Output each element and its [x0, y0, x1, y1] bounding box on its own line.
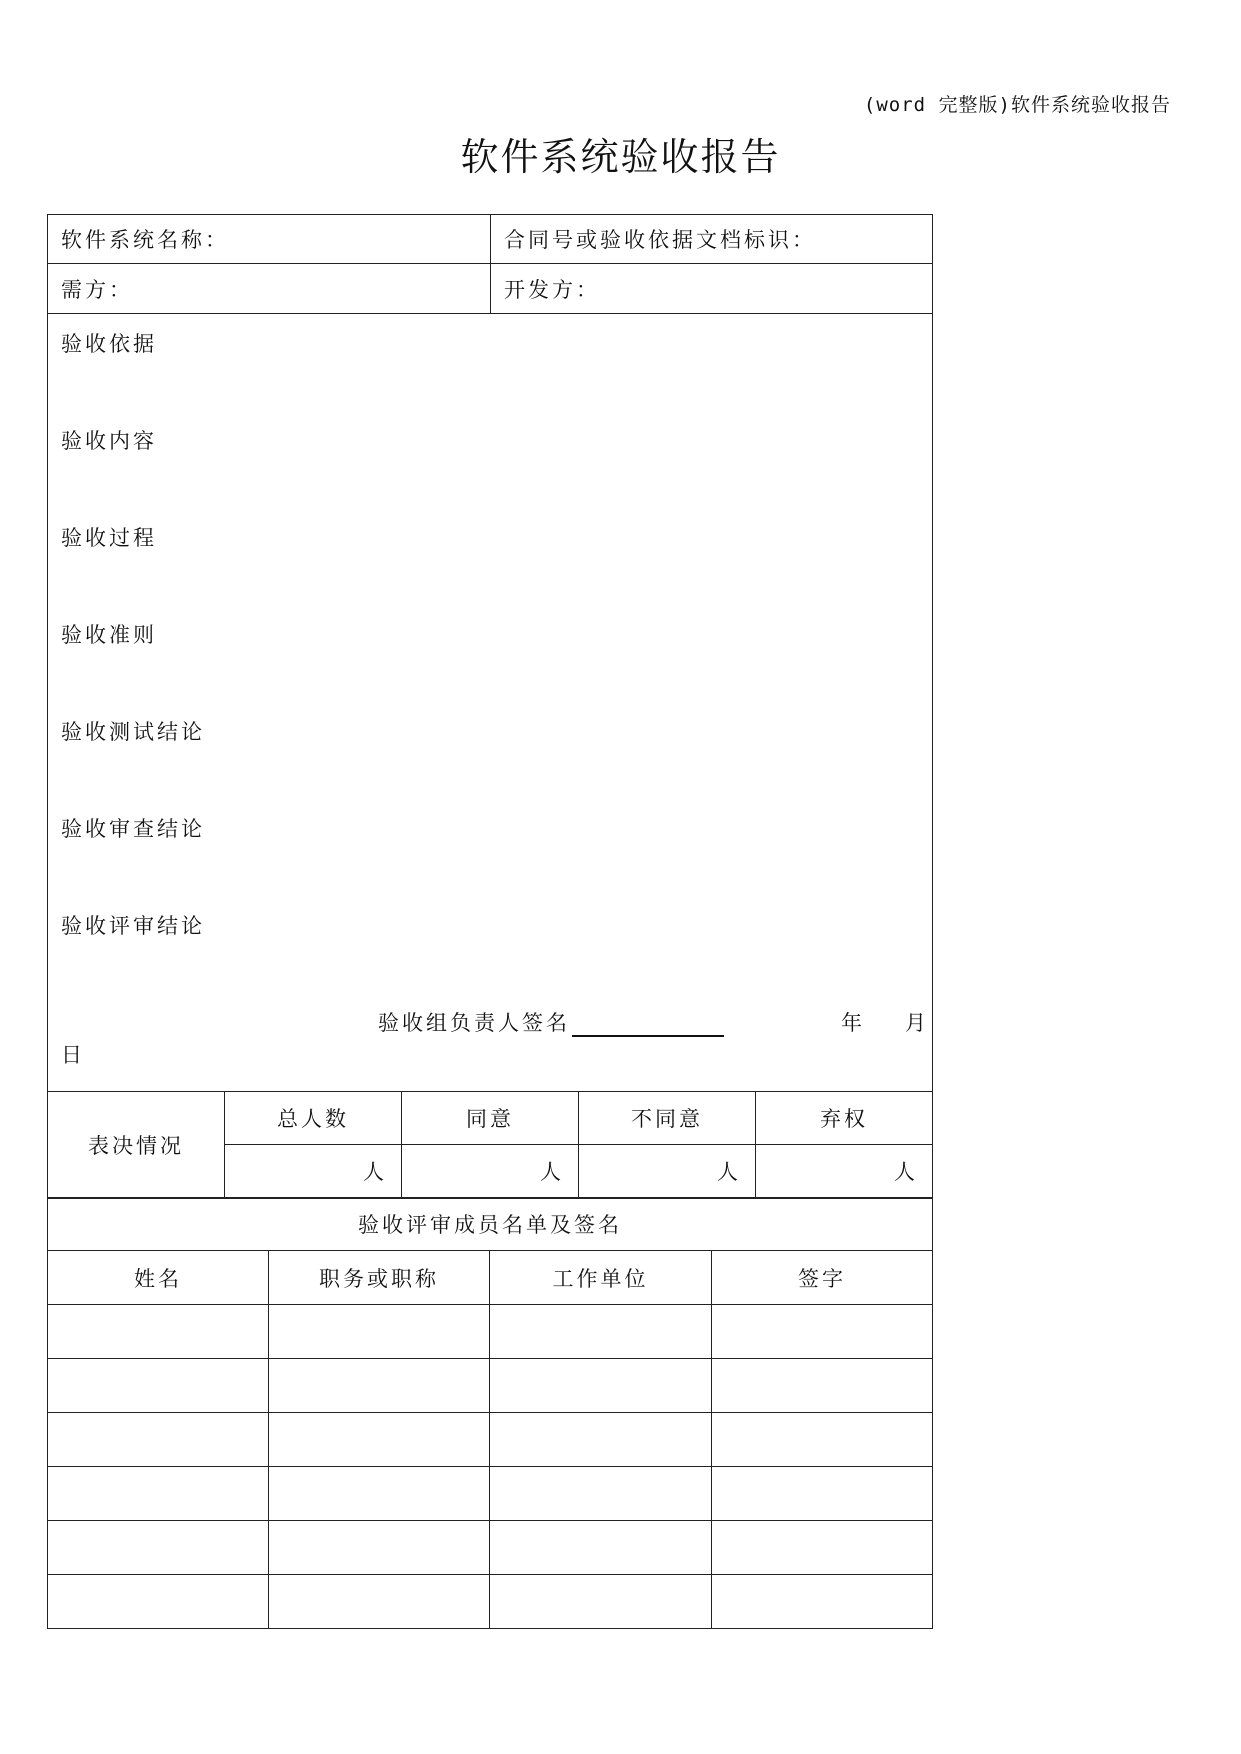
signature-row	[61, 1007, 929, 1067]
members-table	[47, 1197, 933, 1629]
member-name-cell[interactable]	[48, 1359, 269, 1413]
section-test-conclusion[interactable]: 验收测试结论	[61, 720, 205, 744]
table-row	[48, 1305, 933, 1359]
table-row	[48, 1521, 933, 1575]
member-unit-cell[interactable]	[490, 1521, 712, 1575]
vote-total-input[interactable]: 人	[225, 1144, 402, 1198]
member-position-cell[interactable]	[269, 1575, 490, 1629]
member-signature-cell[interactable]	[712, 1521, 933, 1575]
vote-agree-input[interactable]: 人	[402, 1144, 579, 1198]
section-review-conclusion[interactable]: 验收评审结论	[61, 914, 205, 938]
member-signature-cell[interactable]	[712, 1359, 933, 1413]
section-content[interactable]: 验收内容	[61, 429, 157, 453]
member-signature-cell[interactable]	[712, 1575, 933, 1629]
document-title: 软件系统验收报告	[460, 135, 781, 179]
info-table	[47, 214, 933, 1092]
vote-col-abstain: 弃权	[756, 1091, 933, 1144]
member-unit-cell[interactable]	[490, 1575, 712, 1629]
member-unit-cell[interactable]	[490, 1359, 712, 1413]
members-col-name: 姓名	[48, 1251, 269, 1305]
member-signature-cell[interactable]	[712, 1467, 933, 1521]
member-name-cell[interactable]	[48, 1521, 269, 1575]
table-row	[48, 1413, 933, 1467]
vote-col-disagree: 不同意	[579, 1091, 756, 1144]
members-col-position: 职务或职称	[269, 1251, 490, 1305]
running-header: (word 完整版)软件系统验收报告	[863, 94, 1171, 116]
acceptance-form	[47, 214, 932, 1629]
member-signature-cell[interactable]	[712, 1305, 933, 1359]
vote-col-agree: 同意	[402, 1091, 579, 1144]
contract-id-field[interactable]: 合同号或验收依据文档标识：	[491, 215, 933, 264]
vote-abstain-input[interactable]: 人	[756, 1144, 933, 1198]
member-position-cell[interactable]	[269, 1467, 490, 1521]
section-audit-conclusion[interactable]: 验收审查结论	[61, 817, 205, 841]
vote-disagree-input[interactable]: 人	[579, 1144, 756, 1198]
members-col-unit: 工作单位	[490, 1251, 712, 1305]
signature-line[interactable]	[572, 1011, 724, 1037]
member-position-cell[interactable]	[269, 1521, 490, 1575]
system-name-field[interactable]: 软件系统名称：	[48, 215, 491, 264]
table-row	[48, 1467, 933, 1521]
member-position-cell[interactable]	[269, 1305, 490, 1359]
member-name-cell[interactable]	[48, 1305, 269, 1359]
section-basis[interactable]: 验收依据	[61, 332, 157, 356]
demand-party-field[interactable]: 需方：	[48, 264, 491, 314]
member-unit-cell[interactable]	[490, 1467, 712, 1521]
member-name-cell[interactable]	[48, 1413, 269, 1467]
month-label: 月	[905, 1011, 929, 1035]
member-unit-cell[interactable]	[490, 1305, 712, 1359]
member-unit-cell[interactable]	[490, 1413, 712, 1467]
member-signature-cell[interactable]	[712, 1413, 933, 1467]
vote-label: 表决情况	[48, 1091, 225, 1198]
member-name-cell[interactable]	[48, 1575, 269, 1629]
member-name-cell[interactable]	[48, 1467, 269, 1521]
section-process[interactable]: 验收过程	[61, 526, 157, 550]
member-position-cell[interactable]	[269, 1359, 490, 1413]
acceptance-details-cell	[48, 314, 933, 1092]
table-row	[48, 1359, 933, 1413]
members-title: 验收评审成员名单及签名	[48, 1198, 933, 1251]
section-criteria[interactable]: 验收准则	[61, 623, 157, 647]
vote-table	[47, 1091, 933, 1199]
year-label: 年	[841, 1011, 865, 1035]
table-row	[48, 1575, 933, 1629]
members-col-signature: 签字	[712, 1251, 933, 1305]
vote-col-total: 总人数	[225, 1091, 402, 1144]
developer-field[interactable]: 开发方：	[491, 264, 933, 314]
member-position-cell[interactable]	[269, 1413, 490, 1467]
day-label: 日	[61, 1043, 85, 1067]
signature-label: 验收组负责人签名	[378, 1007, 724, 1037]
